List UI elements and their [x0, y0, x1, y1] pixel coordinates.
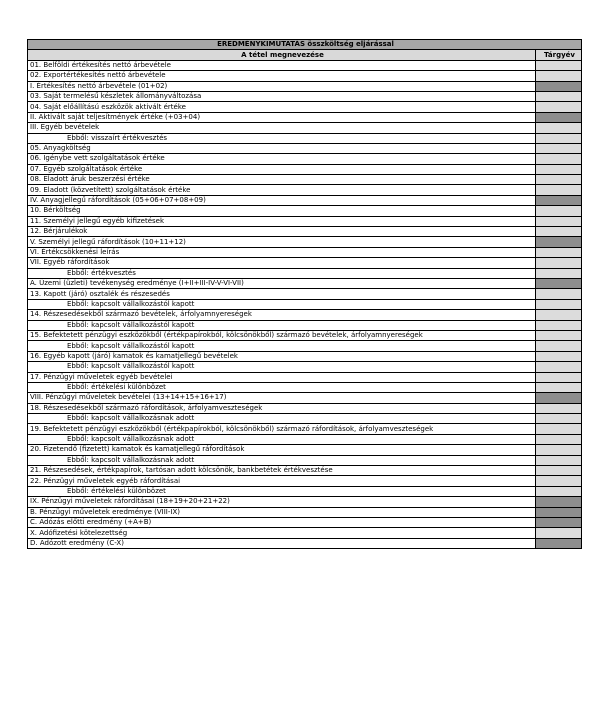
table-row [28, 289, 582, 299]
row-value-cell[interactable] [536, 299, 582, 309]
row-label: VIII. Pénzügyi műveletek bevételei (13+14+15+16+17) [28, 393, 536, 403]
row-label: IV. Anyagjellegű ráfordítások (05+06+07+08+09) [28, 195, 536, 205]
table-row [28, 434, 582, 444]
row-label: A. Üzemi (üzleti) tevékenység eredménye (I+II+III-IV-V-VI-VII) [28, 278, 536, 288]
table-row [28, 102, 582, 112]
row-value-cell[interactable] [536, 289, 582, 299]
row-label: VII. Egyéb ráfordítások [28, 258, 536, 268]
row-value-cell[interactable] [536, 102, 582, 112]
row-label: 16. Egyéb kapott (járó) kamatok és kamatjellegű bevételek [28, 351, 536, 361]
table-row [28, 278, 582, 288]
report-title: EREDMÉNYKIMUTATÁS összköltség eljárással [28, 40, 582, 50]
table-row [28, 445, 582, 455]
row-label: I. Értékesítés nettó árbevétele (01+02) [28, 81, 536, 91]
row-label: 06. Igénybe vett szolgáltatások értéke [28, 154, 536, 164]
row-label: Ebből: kapcsolt vállalkozásnak adott [28, 455, 536, 465]
row-value-cell[interactable] [536, 206, 582, 216]
row-value-cell[interactable] [536, 497, 582, 507]
row-label: X. Adófizetési kötelezettség [28, 528, 536, 538]
table-row [28, 330, 582, 340]
row-label: 04. Saját előállítású eszközök aktivált értéke [28, 102, 536, 112]
row-value-cell[interactable] [536, 143, 582, 153]
row-value-cell[interactable] [536, 455, 582, 465]
table-row [28, 486, 582, 496]
table-row [28, 154, 582, 164]
table-row [28, 237, 582, 247]
row-value-cell[interactable] [536, 278, 582, 288]
row-value-cell[interactable] [536, 362, 582, 372]
row-value-cell[interactable] [536, 382, 582, 392]
table-row [28, 476, 582, 486]
table-row [28, 382, 582, 392]
row-value-cell[interactable] [536, 507, 582, 517]
table-row [28, 133, 582, 143]
table-row [28, 185, 582, 195]
row-label: Ebből: kapcsolt vállalkozástól kapott [28, 299, 536, 309]
row-label: 05. Anyagköltség [28, 143, 536, 153]
row-label: 11. Személyi jellegű egyéb kifizetések [28, 216, 536, 226]
row-label: 01. Belföldi értékesítés nettó árbevétele [28, 60, 536, 70]
row-value-cell[interactable] [536, 351, 582, 361]
row-label: V. Személyi jellegű ráfordítások (10+11+12) [28, 237, 536, 247]
table-row [28, 403, 582, 413]
table-row [28, 112, 582, 122]
table-row [28, 268, 582, 278]
row-label: Ebből: kapcsolt vállalkozástól kapott [28, 341, 536, 351]
row-label: Ebből: értékelési különbözet [28, 486, 536, 496]
title-row [28, 40, 582, 50]
table-row [28, 123, 582, 133]
row-value-cell[interactable] [536, 517, 582, 527]
table-row [28, 71, 582, 81]
row-value-cell[interactable] [536, 476, 582, 486]
row-label: 13. Kapott (járó) osztalék és részesedés [28, 289, 536, 299]
row-value-cell[interactable] [536, 341, 582, 351]
table-row [28, 310, 582, 320]
row-value-cell[interactable] [536, 538, 582, 548]
row-label: 12. Bérjárulékok [28, 227, 536, 237]
row-label: 17. Pénzügyi műveletek egyéb bevételei [28, 372, 536, 382]
table-row [28, 216, 582, 226]
row-value-cell[interactable] [536, 393, 582, 403]
row-label: Ebből: értékelési különbözet [28, 382, 536, 392]
table-row [28, 497, 582, 507]
table-row [28, 466, 582, 476]
row-label: 19. Befektetett pénzügyi eszközökből (értékpapírokból, kölcsönökből) származó ráfordítások, árfolyamveszteségek [28, 424, 536, 434]
income-statement-table [27, 39, 582, 549]
table-row [28, 143, 582, 153]
row-label: 14. Részesedésekből származó bevételek, árfolyamnyereségek [28, 310, 536, 320]
table-row [28, 60, 582, 70]
row-value-cell[interactable] [536, 164, 582, 174]
table-row [28, 507, 582, 517]
row-value-cell[interactable] [536, 185, 582, 195]
table-row [28, 320, 582, 330]
row-value-cell[interactable] [536, 81, 582, 91]
table-row [28, 455, 582, 465]
table-row [28, 81, 582, 91]
row-label: 09. Eladott (közvetített) szolgáltatások értéke [28, 185, 536, 195]
table-row [28, 372, 582, 382]
row-value-cell[interactable] [536, 486, 582, 496]
row-value-cell[interactable] [536, 434, 582, 444]
table-row [28, 341, 582, 351]
row-value-cell[interactable] [536, 216, 582, 226]
row-value-cell[interactable] [536, 320, 582, 330]
row-value-cell[interactable] [536, 175, 582, 185]
row-label: 03. Saját termelésű készletek állományváltozása [28, 91, 536, 101]
row-label: Ebből: kapcsolt vállalkozásnak adott [28, 434, 536, 444]
row-value-cell[interactable] [536, 528, 582, 538]
row-label: Ebből: értékvesztés [28, 268, 536, 278]
row-label: Ebből: kapcsolt vállalkozásnak adott [28, 414, 536, 424]
row-value-cell[interactable] [536, 424, 582, 434]
column-header-year: Tárgyév [536, 50, 582, 60]
row-value-cell[interactable] [536, 195, 582, 205]
row-label: VI. Értékcsökkenési leírás [28, 247, 536, 257]
table-row [28, 528, 582, 538]
table-row [28, 299, 582, 309]
row-label: III. Egyéb bevételek [28, 123, 536, 133]
row-label: 21. Részesedések, értékpapírok, tartósan adott kölcsönök, bankbetétek értékvesztése [28, 466, 536, 476]
row-value-cell[interactable] [536, 123, 582, 133]
row-label: 20. Fizetendő (fizetett) kamatok és kamatjellegű ráfordítások [28, 445, 536, 455]
row-label: II. Aktivált saját teljesítmények értéke (+03+04) [28, 112, 536, 122]
row-value-cell[interactable] [536, 60, 582, 70]
table-row [28, 91, 582, 101]
table-row [28, 206, 582, 216]
row-value-cell[interactable] [536, 403, 582, 413]
row-label: 10. Bérköltség [28, 206, 536, 216]
table-row [28, 414, 582, 424]
row-value-cell[interactable] [536, 154, 582, 164]
row-value-cell[interactable] [536, 372, 582, 382]
row-value-cell[interactable] [536, 112, 582, 122]
row-label: D. Adózott eredmény (C-X) [28, 538, 536, 548]
table-row [28, 227, 582, 237]
row-value-cell[interactable] [536, 91, 582, 101]
row-label: B. Pénzügyi műveletek eredménye (VIII-IX) [28, 507, 536, 517]
row-label: 08. Eladott áruk beszerzési értéke [28, 175, 536, 185]
row-value-cell[interactable] [536, 258, 582, 268]
row-label: Ebből: kapcsolt vállalkozástól kapott [28, 320, 536, 330]
row-label: IX. Pénzügyi műveletek ráfordításai (18+19+20+21+22) [28, 497, 536, 507]
row-value-cell[interactable] [536, 268, 582, 278]
row-value-cell[interactable] [536, 227, 582, 237]
table-row [28, 393, 582, 403]
table-row [28, 164, 582, 174]
column-header-name: A tétel megnevezése [28, 50, 536, 60]
row-label: Ebből: kapcsolt vállalkozástól kapott [28, 362, 536, 372]
row-label: Ebből: visszaírt értékvesztés [28, 133, 536, 143]
table-row [28, 175, 582, 185]
row-label: 18. Részesedésekből származó ráfordítások, árfolyamveszteségek [28, 403, 536, 413]
row-value-cell[interactable] [536, 237, 582, 247]
row-value-cell[interactable] [536, 133, 582, 143]
table-row [28, 351, 582, 361]
row-label: C. Adózás előtti eredmény (+A+B) [28, 517, 536, 527]
row-value-cell[interactable] [536, 414, 582, 424]
row-value-cell[interactable] [536, 330, 582, 340]
row-label: 22. Pénzügyi műveletek egyéb ráfordításai [28, 476, 536, 486]
row-label: 02. Exportértékesítés nettó árbevétele [28, 71, 536, 81]
row-value-cell[interactable] [536, 310, 582, 320]
table-row [28, 517, 582, 527]
table-row [28, 362, 582, 372]
row-value-cell[interactable] [536, 247, 582, 257]
table-row [28, 424, 582, 434]
row-label: 15. Befektetett pénzügyi eszközökből (értékpapírokból, kölcsönökből) származó bevételek, árfolyamnyereségek [28, 330, 536, 340]
row-value-cell[interactable] [536, 466, 582, 476]
table-row [28, 247, 582, 257]
report-body [28, 40, 582, 549]
table-row [28, 195, 582, 205]
row-value-cell[interactable] [536, 445, 582, 455]
row-value-cell[interactable] [536, 71, 582, 81]
table-row [28, 538, 582, 548]
row-label: 07. Egyéb szolgáltatások értéke [28, 164, 536, 174]
header-row [28, 50, 582, 60]
table-row [28, 258, 582, 268]
